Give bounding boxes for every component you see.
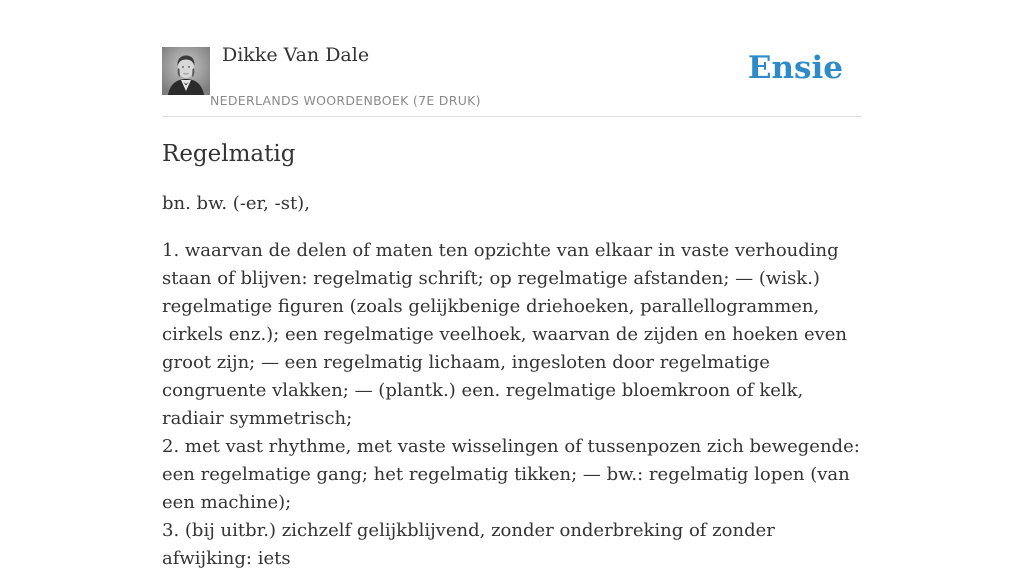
author-avatar[interactable] bbox=[162, 47, 210, 95]
author-portrait-icon bbox=[162, 47, 210, 95]
definition-text bbox=[162, 237, 866, 573]
page-title: Regelmatig bbox=[162, 141, 296, 167]
entry-content bbox=[162, 138, 866, 573]
definition-sense-2: 2. met vast rhythme, met vaste wisselingen of tussenpozen zich bewegende: een regelmatige gang; het regelmatig tikken; — bw.: regelmatig lopen (van een machine); bbox=[162, 436, 860, 513]
ensie-logo-link[interactable]: Ensie bbox=[747, 50, 843, 86]
entry-header bbox=[162, 40, 862, 117]
source-label[interactable]: NEDERLANDS WOORDENBOEK (7E DRUK) bbox=[210, 93, 481, 108]
grammar-info: bn. bw. (-er, -st), bbox=[162, 193, 310, 214]
author-name[interactable]: Dikke Van Dale bbox=[222, 44, 370, 66]
definition-sense-1: 1. waarvan de delen of maten ten opzichte van elkaar in vaste verhouding staan of blijven: regelmatig schrift; op regelmatige afstanden; — (wisk.) regelmatige figuren (zoals gelijkbenige driehoeken, parallellogrammen, cirkels enz.); een regelmatige veelhoek, waarvan de zijden en hoeken even groot zijn; — een regelmatig lichaam, ingesloten door regelmatige congruente vlakken; — (plantk.) een. regelmatige bloemkroon of kelk, radiair symmetrisch; bbox=[162, 240, 848, 429]
definition-sense-3: 3. (bij uitbr.) zichzelf gelijkblijvend, zonder onderbreking of zonder afwijking: iets bbox=[162, 520, 775, 569]
